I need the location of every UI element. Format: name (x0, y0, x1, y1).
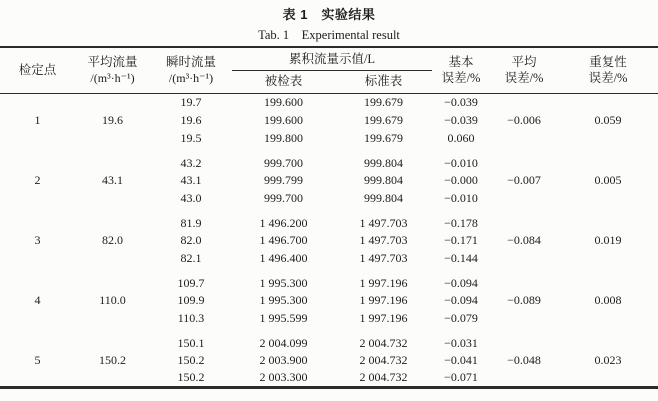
cell-basic-error: −0.031 (444, 336, 478, 350)
header-line: 平均流量 (87, 54, 138, 69)
cell-avg-flow (75, 207, 150, 231)
col-header-avg-error (490, 47, 558, 93)
cell-inst-flow: 150.2 (177, 369, 205, 384)
cell-std: 199.679 (364, 94, 403, 109)
cell-rep-error (558, 249, 658, 267)
cell-avg-error (490, 327, 558, 351)
cell-point: 1 (34, 112, 41, 127)
cell-point (0, 309, 75, 327)
cell-avg-error (490, 249, 558, 267)
cell-dut: 1 496.400 (259, 250, 308, 265)
cell-dut: 1 995.300 (259, 276, 308, 290)
cell-point (0, 327, 75, 351)
cell-point: 4 (34, 292, 41, 307)
table-header (0, 47, 658, 93)
cell-inst-flow: 43.2 (180, 156, 202, 170)
table-row (0, 267, 658, 291)
cell-rep-error (558, 129, 658, 147)
cell-inst-flow: 150.1 (177, 336, 205, 350)
cell-point (0, 93, 75, 111)
cell-inst-flow: 43.0 (180, 190, 202, 205)
cell-basic-error: −0.171 (444, 232, 478, 247)
cell-rep-error (558, 327, 658, 351)
col-header-std-meter: 标准表 (335, 70, 432, 93)
cell-inst-flow: 110.3 (177, 310, 205, 325)
cell-std: 1 497.703 (359, 216, 408, 230)
cell-basic-error: 0.060 (447, 130, 475, 145)
table-row (0, 207, 658, 231)
cell-std: 1 497.703 (359, 232, 408, 247)
cell-avg-error (490, 267, 558, 291)
col-header-basic-error (432, 47, 490, 93)
cell-dut: 1 995.300 (259, 292, 308, 307)
col-header-cumulative-flow: 累积流量示值/L (232, 47, 432, 70)
cell-avg-error (490, 147, 558, 171)
col-header-inst-flow (150, 47, 232, 93)
cell-inst-flow: 19.5 (180, 130, 202, 145)
cell-point (0, 249, 75, 267)
cell-dut: 2 003.300 (259, 369, 308, 384)
cell-dut: 199.600 (264, 94, 303, 109)
cell-rep-error (558, 369, 658, 387)
cell-dut: 999.700 (264, 156, 303, 170)
header-line: 瞬时流量 (165, 54, 216, 69)
cell-avg-flow: 43.1 (102, 172, 123, 187)
cell-basic-error: −0.041 (444, 352, 478, 367)
cell-avg-flow (75, 249, 150, 267)
cell-dut: 999.799 (264, 172, 303, 187)
cell-avg-flow: 82.0 (102, 232, 123, 247)
cell-dut: 1 496.700 (259, 232, 308, 247)
cell-std: 2 004.732 (359, 336, 408, 350)
table-row (0, 189, 658, 207)
cell-rep-error (558, 207, 658, 231)
table-caption-en: Tab. 1 Experimental result (258, 28, 400, 42)
cell-point: 2 (34, 172, 41, 187)
cell-point (0, 129, 75, 147)
cell-avg-flow: 110.0 (99, 292, 126, 307)
cell-rep-error: 0.005 (594, 172, 622, 187)
header-line: 误差/% (588, 71, 628, 86)
header-line: 平均 (511, 55, 537, 69)
cell-std: 1 497.703 (359, 250, 408, 265)
table-caption-cn: 表 1 实验结果 (282, 7, 376, 22)
cell-avg-error: −0.006 (507, 112, 541, 127)
cell-dut: 199.800 (264, 130, 303, 145)
cell-rep-error (558, 147, 658, 171)
col-header-dut-meter: 被检表 (232, 70, 335, 93)
cell-std: 999.804 (364, 190, 403, 205)
cell-rep-error (558, 93, 658, 111)
cell-dut: 199.600 (264, 112, 303, 127)
cell-avg-error: −0.048 (507, 352, 541, 367)
cell-avg-error: −0.084 (507, 232, 541, 247)
cell-std: 199.679 (364, 112, 403, 127)
cell-std: 1 997.196 (359, 292, 408, 307)
cell-basic-error: −0.094 (444, 292, 478, 307)
header-line: 基本 (448, 55, 474, 69)
table-row (0, 327, 658, 351)
cell-dut: 999.700 (264, 190, 303, 205)
cell-avg-flow (75, 327, 150, 351)
header-unit: /(m³·h⁻¹) (90, 71, 135, 86)
table-row (0, 231, 658, 249)
cell-avg-flow (75, 369, 150, 387)
cell-avg-flow (75, 93, 150, 111)
col-header-repeatability-error (558, 47, 658, 93)
table-row (0, 129, 658, 147)
cell-inst-flow: 19.7 (180, 94, 202, 109)
cell-inst-flow: 109.7 (177, 276, 205, 290)
cell-point (0, 207, 75, 231)
cell-avg-error (490, 309, 558, 327)
cell-std: 2 004.732 (359, 369, 408, 384)
cell-std: 1 997.196 (359, 310, 408, 325)
cell-point (0, 369, 75, 387)
cell-avg-flow (75, 189, 150, 207)
cell-basic-error: −0.144 (444, 250, 478, 265)
cell-avg-flow (75, 267, 150, 291)
table-row (0, 147, 658, 171)
cell-std: 1 997.196 (359, 276, 408, 290)
cell-rep-error: 0.019 (594, 232, 622, 247)
cell-point: 3 (34, 232, 41, 247)
cell-basic-error: −0.039 (444, 94, 478, 109)
cell-avg-flow (75, 129, 150, 147)
cell-basic-error: −0.000 (444, 172, 478, 187)
cell-std: 199.679 (364, 130, 403, 145)
cell-avg-error (490, 369, 558, 387)
cell-inst-flow: 43.1 (180, 172, 202, 187)
cell-dut: 2 004.099 (259, 336, 308, 350)
cell-inst-flow: 82.0 (180, 232, 202, 247)
header-line: 误差/% (441, 71, 481, 86)
experimental-results-table (0, 46, 658, 389)
cell-avg-error (490, 189, 558, 207)
cell-avg-flow: 150.2 (99, 352, 126, 367)
cell-std: 2 004.732 (359, 352, 408, 367)
cell-rep-error (558, 309, 658, 327)
table-row (0, 291, 658, 309)
col-header-avg-flow (75, 47, 150, 93)
cell-std: 999.804 (364, 156, 403, 170)
cell-rep-error (558, 267, 658, 291)
cell-rep-error: 0.059 (594, 112, 622, 127)
cell-avg-flow (75, 309, 150, 327)
cell-basic-error: −0.071 (444, 369, 478, 384)
cell-point (0, 267, 75, 291)
cell-dut: 1 496.200 (259, 216, 308, 230)
cell-avg-flow: 19.6 (102, 112, 123, 127)
cell-basic-error: −0.178 (444, 216, 478, 230)
cell-inst-flow: 150.2 (177, 352, 205, 367)
cell-inst-flow: 109.9 (177, 292, 205, 307)
cell-avg-flow (75, 147, 150, 171)
table-row (0, 369, 658, 387)
cell-basic-error: −0.094 (444, 276, 478, 290)
cell-point (0, 147, 75, 171)
cell-basic-error: −0.039 (444, 112, 478, 127)
cell-dut: 2 003.900 (259, 352, 308, 367)
cell-basic-error: −0.010 (444, 156, 478, 170)
cell-avg-error: −0.007 (507, 172, 541, 187)
table-row (0, 93, 658, 111)
table-body (0, 93, 658, 387)
cell-rep-error (558, 189, 658, 207)
cell-std: 999.804 (364, 172, 403, 187)
table-row (0, 111, 658, 129)
col-header-check-point: 检定点 (0, 47, 75, 93)
header-line: 重复性 (589, 55, 627, 69)
table-row (0, 249, 658, 267)
cell-avg-error (490, 207, 558, 231)
cell-point: 5 (34, 352, 41, 367)
cell-avg-error (490, 129, 558, 147)
header-row-1 (0, 47, 658, 70)
cell-dut: 1 995.599 (259, 310, 308, 325)
header-unit: /(m³·h⁻¹) (168, 71, 214, 86)
cell-inst-flow: 19.6 (180, 112, 202, 127)
header-line: 误差/% (504, 71, 544, 86)
cell-inst-flow: 81.9 (180, 216, 202, 230)
cell-point (0, 189, 75, 207)
cell-avg-error: −0.089 (507, 292, 541, 307)
cell-avg-error (490, 93, 558, 111)
cell-inst-flow: 82.1 (180, 250, 202, 265)
cell-basic-error: −0.079 (444, 310, 478, 325)
cell-rep-error: 0.008 (594, 292, 622, 307)
cell-rep-error: 0.023 (594, 352, 622, 367)
table-row (0, 309, 658, 327)
cell-basic-error: −0.010 (444, 190, 478, 205)
table-row (0, 171, 658, 189)
table-row (0, 351, 658, 369)
